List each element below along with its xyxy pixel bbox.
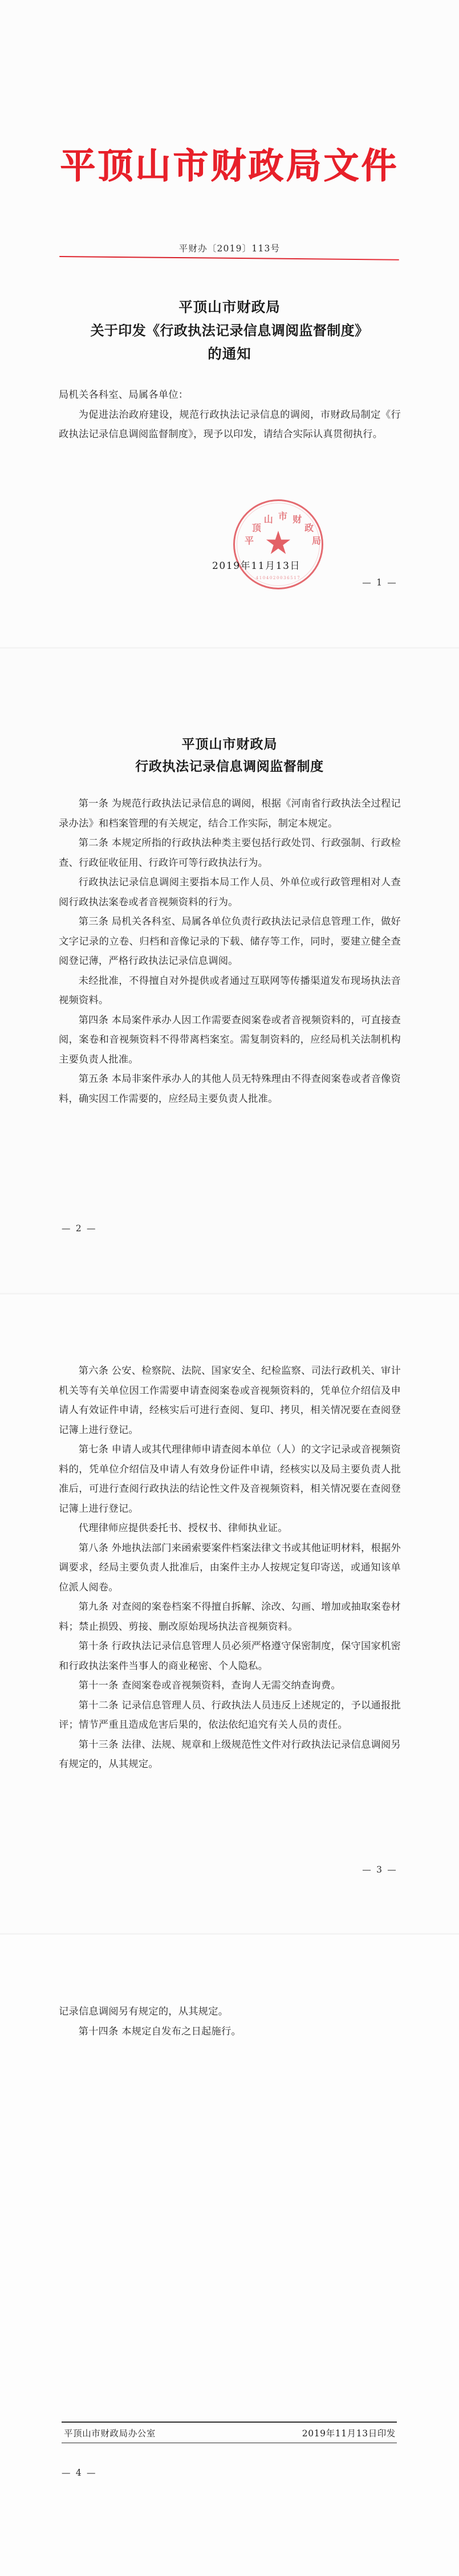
official-red-seal — [233, 499, 323, 589]
page-number-3: — 3 — — [362, 1865, 397, 1875]
page-number-4: — 4 — — [62, 2468, 97, 2478]
document-page-1 — [0, 0, 459, 647]
regulation-body-page4 — [59, 2002, 401, 2041]
article-1: 第一条 为规范行政执法记录信息的调阅，根据《河南省行政执法全过程记录办法》和档案管理的有关规定，结合工作实际，制定本规定。 — [59, 798, 401, 829]
footer-row — [62, 2423, 397, 2443]
footer-rule-bottom — [62, 2443, 397, 2444]
article-12: 第十二条 记录信息管理人员、行政执法人员违反上述规定的，予以通报批评；情节严重且造成危害后果的，依法依纪追究有关人员的责任。 — [59, 1699, 401, 1731]
regulation-title — [0, 733, 459, 778]
regulation-title-line2: 行政执法记录信息调阅监督制度 — [135, 759, 324, 774]
issue-date: 2019年11月13日 — [212, 560, 301, 572]
footer-issuer: 平顶山市财政局办公室 — [64, 2428, 156, 2439]
article-10: 第十条 行政执法记录信息管理人员必须严格遵守保密制度，保守国家机密和行政执法案件当事人的商业秘密、个人隐私。 — [59, 1641, 401, 1672]
document-number: 平财办〔2019〕113号 — [178, 243, 281, 254]
article-3-supplement: 未经批准，不得擅自对外提供或者通过互联网等传播渠道发布现场执法音视频资料。 — [59, 975, 401, 1006]
article-13: 第十三条 法律、法规、规章和上级规范性文件对行政执法记录信息调阅另有规定的，从其规定。 — [59, 1739, 401, 1770]
notice-paragraph: 为促进法治政府建设，规范行政执法记录信息的调阅，市财政局制定《行政执法记录信息调阅监督制度》，现予以印发，请结合实际认真贯彻执行。 — [59, 409, 401, 440]
document-page-3 — [0, 1295, 459, 1933]
headline-suffix: 的通知 — [208, 345, 251, 362]
regulation-title-line1: 平顶山市财政局 — [181, 736, 278, 752]
notice-headline — [0, 295, 459, 365]
seal-rim-text: 平 顶 山 市 财 政 局 — [245, 511, 321, 546]
article-9: 第九条 对查阅的案卷档案不得擅自拆解、涂改、勾画、增加或抽取案卷材料；禁止损毁、剪接、删改原始现场执法音视频资料。 — [59, 1601, 401, 1633]
page-number-1: — 1 — — [362, 577, 397, 588]
article-11: 第十一条 查阅案卷或音视频资料，查询人无需交纳查询费。 — [78, 1680, 341, 1691]
article-6: 第六条 公安、检察院、法院、国家安全、纪检监察、司法行政机关、审计机关等有关单位因工作需要申请查阅案卷或音视频资料的，凭单位介绍信及申请人有效证件申请，经核实后可进行查阅、复印、拷贝，相关情况要在查阅登记簿上进行登记。 — [59, 1365, 401, 1436]
headline-issuer: 平顶山市财政局 — [178, 299, 281, 315]
document-page-4 — [0, 1935, 459, 2576]
footer-print-date: 2019年11月13日印发 — [302, 2428, 396, 2439]
document-page-2 — [0, 649, 459, 1293]
page-number-2: — 2 — — [62, 1223, 97, 1234]
article-14: 第十四条 本规定自发布之日起施行。 — [78, 2025, 241, 2037]
article-5: 第五条 本局非案件承办人的其他人员无特殊理由不得查阅案卷或者音像资料，确实因工作需要的，应经局主要负责人批准。 — [59, 1073, 401, 1105]
headline-subject: 关于印发《行政执法记录信息调阅监督制度》 — [90, 322, 369, 339]
red-separator-rule — [59, 256, 399, 261]
article-7-supplement: 代理律师应提供委托书、授权书、律师执业证。 — [78, 1523, 288, 1534]
seal-code: 4104020036517 — [255, 576, 301, 580]
article-7: 第七条 申请人或其代理律师申请查阅本单位（人）的文字记录或音视频资料的，凭单位介绍信及申请人有效身份证件申请，经核实以及局主要负责人批准后，可进行查阅行政执法的结论性文件及音视频资料，相关情况要在查阅登记簿上进行登记。 — [59, 1444, 401, 1515]
regulation-body-page3 — [59, 1361, 401, 1775]
addressee-line: 局机关各科室、局属各单位： — [59, 389, 189, 401]
masthead-title: 平顶山市财政局文件 — [60, 145, 399, 186]
article-8: 第八条 外地执法部门来函索要案件档案法律文书或其他证明材料，根据外调要求，经局主要负责人批准后，由案件主办人按规定复印寄送，或通知该单位派人阅卷。 — [59, 1542, 401, 1593]
document-number-line — [0, 242, 459, 254]
article-3: 第三条 局机关各科室、局属各单位负责行政执法记录信息管理工作，做好文字记录的立卷、归档和音像记录的下载、储存等工作，同时，要建立健全查阅登记薄，严格行政执法记录信息调阅。 — [59, 916, 401, 967]
article-13-continued: 记录信息调阅另有规定的，从其规定。 — [59, 2006, 229, 2017]
article-2-supplement: 行政执法记录信息调阅主要指本局工作人员、外单位或行政管理相对人查阅行政执法案卷或者音视频资料的行为。 — [59, 877, 401, 908]
issue-footer-block — [62, 2422, 397, 2443]
article-2: 第二条 本规定所指的行政执法种类主要包括行政处罚、行政强制、行政检查、行政征收征用、行政许可等行政执法行为。 — [59, 837, 401, 869]
article-4: 第四条 本局案件承办人因工作需要查阅案卷或者音视频资料的，可直接查阅，案卷和音视频资料不得带离档案室。需复制资料的，应经局机关法制机构主要负责人批准。 — [59, 1014, 401, 1065]
masthead — [0, 147, 459, 185]
notice-body — [59, 385, 401, 445]
regulation-body-page2 — [59, 794, 401, 1109]
